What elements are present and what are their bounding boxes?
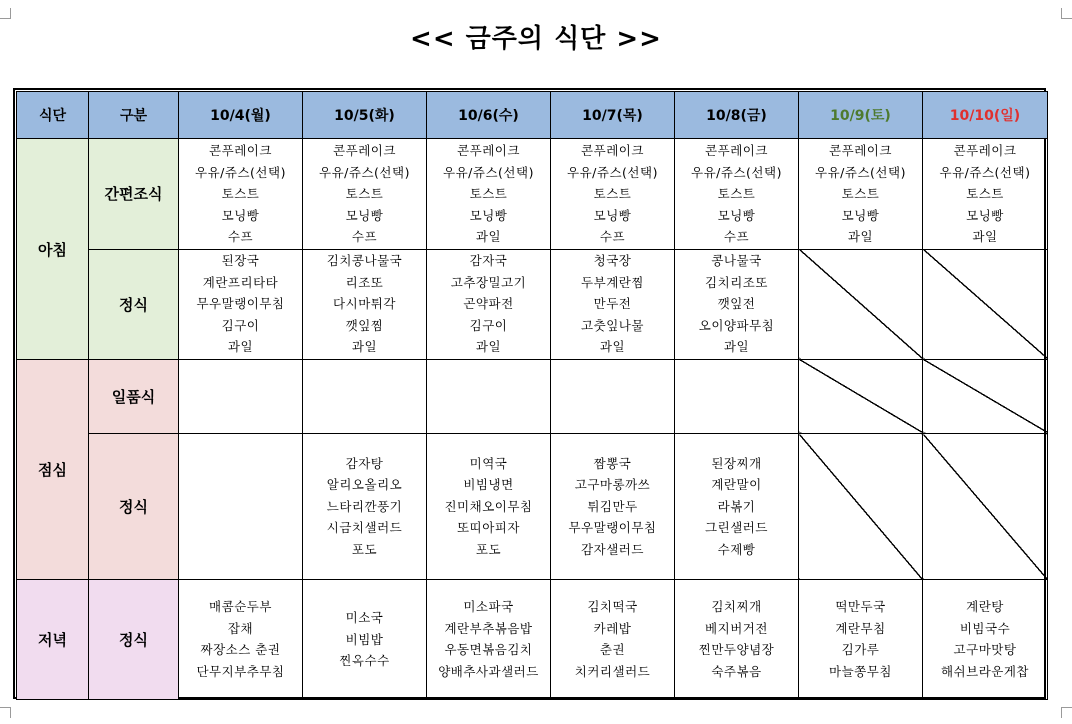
menu-item: 그린샐러드 bbox=[705, 520, 768, 536]
menu-cell bbox=[427, 434, 551, 579]
menu-cell bbox=[551, 434, 675, 579]
menu-cell-empty bbox=[303, 359, 427, 433]
weekly-menu-table bbox=[16, 91, 1048, 700]
menu-item: 라볶기 bbox=[717, 498, 756, 514]
menu-cell bbox=[303, 579, 427, 699]
header-type: 구분 bbox=[89, 92, 179, 139]
header-day-sunday: 10/10(일) bbox=[923, 92, 1048, 139]
menu-cell-empty bbox=[179, 359, 303, 433]
menu-item: 미소국 bbox=[345, 610, 384, 626]
menu-item: 감자샐러드 bbox=[581, 541, 644, 557]
menu-item: 찐만두양념장 bbox=[698, 642, 775, 658]
breakfast-regular-row bbox=[17, 249, 1048, 359]
no-service-cell bbox=[799, 249, 923, 359]
menu-cell-empty bbox=[427, 359, 551, 433]
page-title: << 금주의 식단 >> bbox=[410, 24, 662, 54]
menu-item: 무우말랭이무침 bbox=[196, 296, 285, 312]
menu-item: 모닝빵 bbox=[717, 207, 756, 223]
menu-item: 해쉬브라운게찹 bbox=[940, 663, 1030, 679]
menu-item: 토스트 bbox=[966, 186, 1004, 202]
menu-item: 잡채 bbox=[227, 620, 254, 636]
menu-item: 김구이 bbox=[221, 317, 260, 333]
menu-item: 콘푸레이크 bbox=[705, 143, 768, 159]
menu-item: 또띠아피자 bbox=[457, 520, 520, 536]
menu-cell bbox=[179, 249, 303, 359]
meal-dinner: 저녁 bbox=[17, 579, 89, 699]
menu-item: 과일 bbox=[351, 339, 378, 355]
menu-item: 비빔밥 bbox=[345, 631, 384, 647]
menu-item: 된장국 bbox=[221, 253, 260, 269]
menu-item: 계란무침 bbox=[835, 620, 886, 636]
menu-cell bbox=[427, 579, 551, 699]
no-service-cell bbox=[799, 434, 923, 579]
menu-cell bbox=[799, 579, 923, 699]
menu-item: 콘푸레이크 bbox=[333, 143, 396, 159]
menu-item: 춘권 bbox=[599, 642, 626, 658]
menu-item: 진미채오이무침 bbox=[444, 498, 533, 514]
menu-cell-empty bbox=[675, 359, 799, 433]
menu-item: 튀김만두 bbox=[587, 498, 638, 514]
menu-item: 김치리조또 bbox=[705, 274, 768, 290]
menu-item: 마늘쫑무침 bbox=[829, 663, 892, 679]
menu-cell bbox=[179, 579, 303, 699]
menu-item: 모닝빵 bbox=[469, 207, 508, 223]
menu-item: 만두전 bbox=[593, 296, 632, 312]
menu-item: 토스트 bbox=[717, 186, 756, 202]
menu-cell bbox=[303, 249, 427, 359]
menu-item: 토스트 bbox=[841, 186, 880, 202]
menu-cell bbox=[179, 434, 303, 579]
menu-item: 김치떡국 bbox=[587, 599, 638, 615]
lunch-regular-row bbox=[17, 434, 1048, 579]
menu-item: 숙주볶음 bbox=[711, 663, 762, 679]
menu-item: 카레밥 bbox=[593, 620, 632, 636]
header-row bbox=[17, 92, 1048, 139]
no-service-cell bbox=[799, 359, 923, 433]
menu-item: 미역국 bbox=[469, 455, 508, 471]
header-day: 10/4(월) bbox=[179, 92, 303, 139]
menu-item: 과일 bbox=[599, 339, 626, 355]
menu-cell bbox=[551, 249, 675, 359]
menu-item: 시금치샐러드 bbox=[326, 520, 403, 536]
menu-item: 짬뽕국 bbox=[593, 455, 632, 471]
menu-item: 우유/쥬스(선택) bbox=[567, 164, 658, 180]
menu-item: 우유/쥬스(선택) bbox=[939, 164, 1031, 180]
menu-item: 느타리깐풍기 bbox=[326, 498, 403, 514]
menu-item: 우동면볶음김치 bbox=[444, 642, 533, 658]
menu-item: 콘푸레이크 bbox=[581, 143, 644, 159]
menu-cell bbox=[923, 579, 1048, 699]
menu-item: 무우말랭이무침 bbox=[568, 520, 657, 536]
menu-item: 김구이 bbox=[469, 317, 508, 333]
menu-item: 김치찌개 bbox=[711, 599, 762, 615]
menu-item: 콘푸레이크 bbox=[457, 143, 520, 159]
type-regular-breakfast: 정식 bbox=[89, 249, 179, 359]
menu-item: 토스트 bbox=[593, 186, 632, 202]
menu-item: 매콤순두부 bbox=[209, 599, 272, 615]
menu-item: 고구마롱까쓰 bbox=[574, 477, 651, 493]
meal-breakfast: 아침 bbox=[17, 139, 89, 360]
menu-cell bbox=[179, 139, 303, 249]
menu-cell bbox=[551, 139, 675, 249]
menu-item: 토스트 bbox=[221, 186, 260, 202]
menu-item: 모닝빵 bbox=[841, 207, 880, 223]
menu-item: 김치콩나물국 bbox=[326, 253, 403, 269]
menu-cell bbox=[303, 434, 427, 579]
menu-cell bbox=[675, 579, 799, 699]
menu-item: 양배추사과샐러드 bbox=[438, 663, 539, 679]
header-day: 10/7(목) bbox=[551, 92, 675, 139]
menu-cell bbox=[303, 139, 427, 249]
menu-item: 토스트 bbox=[469, 186, 508, 202]
menu-item: 모닝빵 bbox=[966, 207, 1004, 223]
menu-cell-empty bbox=[551, 359, 675, 433]
header-day-saturday: 10/9(토) bbox=[799, 92, 923, 139]
menu-item: 콩나물국 bbox=[711, 253, 762, 269]
menu-item: 과일 bbox=[475, 339, 502, 355]
menu-item: 오이양파무침 bbox=[698, 317, 775, 333]
type-simple-breakfast: 간편조식 bbox=[89, 139, 179, 249]
menu-item: 알리오올리오 bbox=[326, 477, 403, 493]
menu-item: 감자탕 bbox=[345, 455, 384, 471]
menu-item: 비빔국수 bbox=[959, 620, 1011, 636]
menu-item: 청국장 bbox=[593, 253, 632, 269]
header-day: 10/6(수) bbox=[427, 92, 551, 139]
menu-item: 짜장소스 춘권 bbox=[200, 642, 281, 658]
menu-item: 포도 bbox=[351, 541, 378, 557]
header-day: 10/8(금) bbox=[675, 92, 799, 139]
menu-item: 된장찌개 bbox=[711, 455, 762, 471]
menu-item: 떡만두국 bbox=[835, 599, 886, 615]
menu-item: 계란말이 bbox=[711, 477, 762, 493]
header-meal: 식단 bbox=[17, 92, 89, 139]
menu-item: 베지버거전 bbox=[705, 620, 768, 636]
menu-item: 리조또 bbox=[345, 274, 384, 290]
menu-item: 과일 bbox=[475, 229, 502, 245]
menu-item: 다시마튀각 bbox=[333, 296, 396, 312]
menu-item: 비빔냉면 bbox=[463, 477, 514, 493]
menu-item: 모닝빵 bbox=[345, 207, 384, 223]
menu-item: 두부계란찜 bbox=[581, 274, 644, 290]
menu-item: 고추장밀고기 bbox=[450, 274, 527, 290]
menu-item: 감자국 bbox=[469, 253, 508, 269]
menu-item: 깻잎전 bbox=[717, 296, 756, 312]
no-service-cell bbox=[923, 249, 1048, 359]
menu-item: 모닝빵 bbox=[593, 207, 632, 223]
menu-item: 토스트 bbox=[345, 186, 384, 202]
menu-item: 우유/쥬스(선택) bbox=[319, 164, 410, 180]
meal-lunch: 점심 bbox=[17, 359, 89, 579]
menu-cell bbox=[675, 249, 799, 359]
menu-item: 수프 bbox=[599, 229, 626, 245]
menu-item: 과일 bbox=[972, 229, 998, 245]
dinner-regular-row bbox=[17, 579, 1048, 699]
menu-item: 미소파국 bbox=[463, 599, 514, 615]
menu-item: 포도 bbox=[475, 541, 502, 557]
menu-item: 치커리샐러드 bbox=[574, 663, 651, 679]
no-service-cell bbox=[923, 359, 1048, 433]
breakfast-simple-row bbox=[17, 139, 1048, 249]
menu-item: 계란탕 bbox=[966, 599, 1004, 615]
menu-cell bbox=[923, 139, 1048, 249]
menu-item: 콘푸레이크 bbox=[209, 143, 272, 159]
page-corner-mark bbox=[0, 707, 11, 718]
menu-item: 고춧잎나물 bbox=[581, 317, 644, 333]
menu-item: 곤약파전 bbox=[463, 296, 514, 312]
menu-cell bbox=[551, 579, 675, 699]
menu-item: 찐옥수수 bbox=[339, 653, 390, 669]
menu-item: 깻잎찜 bbox=[345, 317, 384, 333]
menu-item: 과일 bbox=[227, 339, 254, 355]
menu-item: 과일 bbox=[723, 339, 750, 355]
menu-item: 우유/쥬스(선택) bbox=[815, 164, 906, 180]
menu-cell bbox=[675, 139, 799, 249]
menu-item: 계란부추볶음밥 bbox=[444, 620, 533, 636]
menu-cell bbox=[427, 249, 551, 359]
type-one-dish: 일품식 bbox=[89, 359, 179, 433]
menu-item: 우유/쥬스(선택) bbox=[691, 164, 782, 180]
menu-item: 과일 bbox=[847, 229, 874, 245]
menu-item: 모닝빵 bbox=[221, 207, 260, 223]
type-regular-dinner: 정식 bbox=[89, 579, 179, 699]
type-regular-lunch: 정식 bbox=[89, 434, 179, 579]
menu-item: 수프 bbox=[723, 229, 750, 245]
menu-item: 콘푸레이크 bbox=[829, 143, 892, 159]
menu-item: 콘푸레이크 bbox=[953, 143, 1017, 159]
menu-item: 수제빵 bbox=[717, 541, 756, 557]
menu-item: 우유/쥬스(선택) bbox=[443, 164, 534, 180]
lunch-onedish-row bbox=[17, 359, 1048, 433]
no-service-cell bbox=[923, 434, 1048, 579]
menu-cell bbox=[675, 434, 799, 579]
menu-item: 우유/쥬스(선택) bbox=[195, 164, 286, 180]
menu-item: 고구마맛탕 bbox=[953, 642, 1017, 658]
menu-cell bbox=[799, 139, 923, 249]
menu-cell bbox=[427, 139, 551, 249]
menu-item: 수프 bbox=[227, 229, 254, 245]
menu-item: 단무지부추무침 bbox=[196, 663, 285, 679]
header-day: 10/5(화) bbox=[303, 92, 427, 139]
menu-item: 수프 bbox=[351, 229, 378, 245]
page-corner-mark bbox=[1061, 707, 1072, 718]
menu-item: 계란프리타타 bbox=[202, 274, 279, 290]
menu-item: 김가루 bbox=[841, 642, 880, 658]
